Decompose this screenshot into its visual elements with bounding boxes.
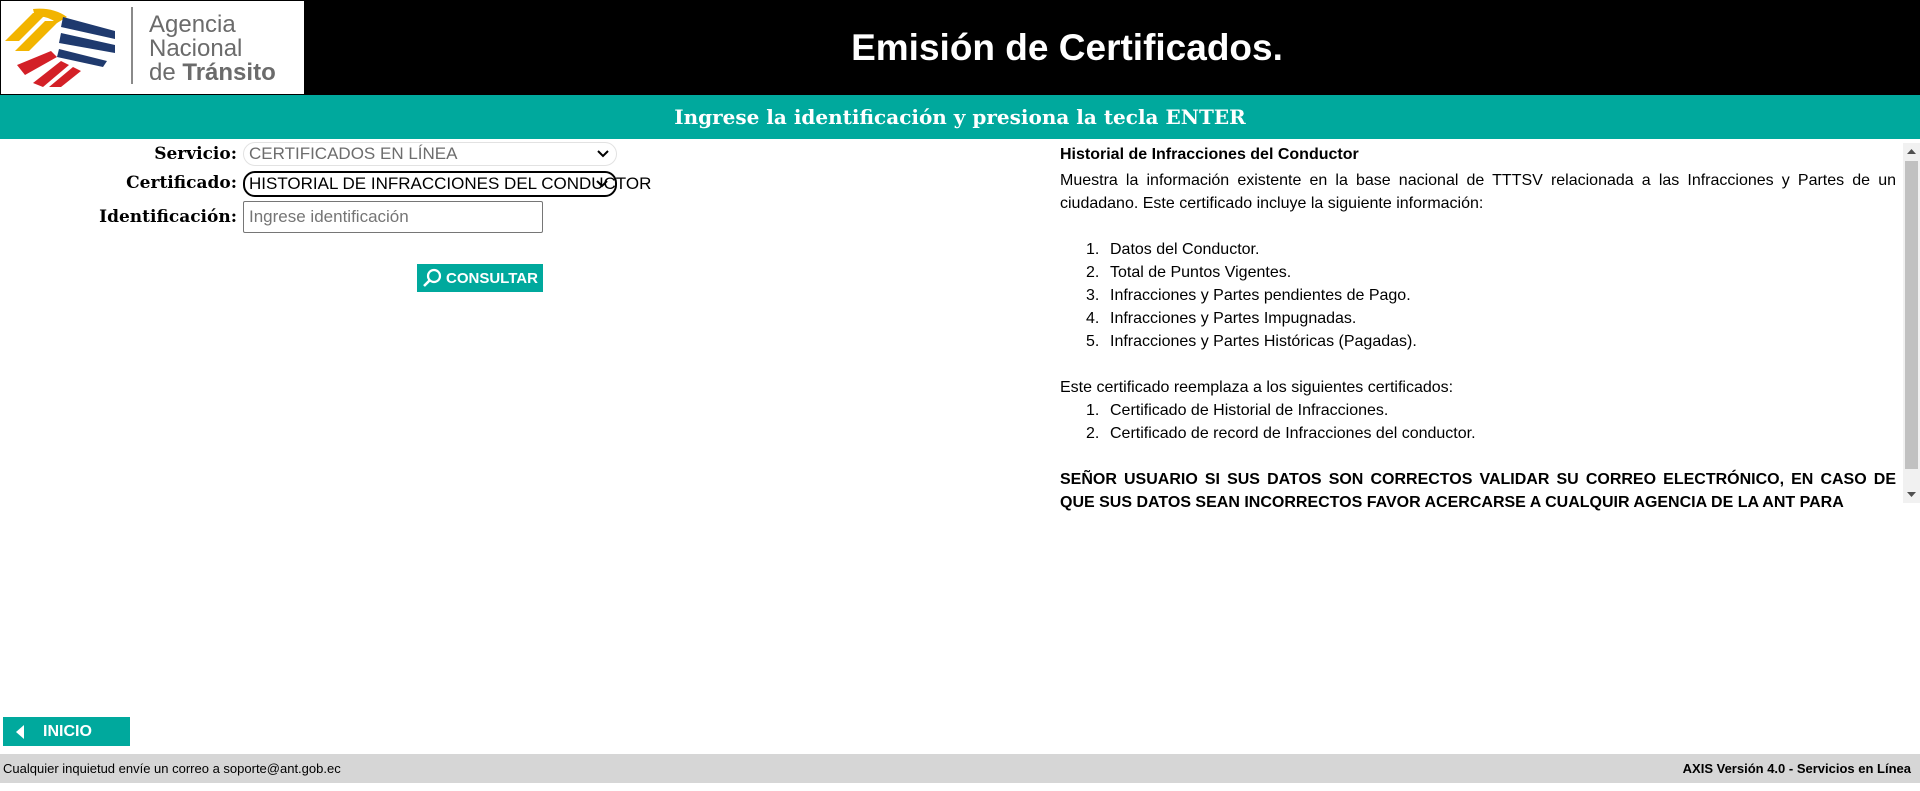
caret-left-icon: [15, 724, 25, 740]
list-item: 5. Infracciones y Partes Históricas (Pagadas).: [1086, 333, 1417, 350]
identificacion-input[interactable]: Ingrese identificación: [243, 201, 543, 233]
certificado-selected-value: HISTORIAL DE INFRACCIONES DEL CONDUCTOR: [249, 174, 652, 193]
footer-version: AXIS Versión 4.0 - Servicios en Línea: [1682, 761, 1911, 776]
identificacion-label: Identificación:: [99, 207, 237, 227]
logo-line-3-bold: Tránsito: [182, 59, 276, 86]
servicio-selected-value: CERTIFICADOS EN LÍNEA: [249, 144, 458, 163]
list-item: 1. Datos del Conductor.: [1086, 241, 1260, 258]
scroll-down-arrow-icon[interactable]: [1903, 486, 1920, 503]
certificado-label: Certificado:: [126, 173, 237, 193]
info-title: Historial de Infracciones del Conductor: [1060, 146, 1359, 163]
inicio-button[interactable]: [3, 717, 130, 746]
logo-line-1: Agencia: [149, 11, 236, 38]
includes-list: [1060, 238, 1896, 353]
list-item: 3. Infracciones y Partes pendientes de Pago.: [1086, 287, 1411, 304]
logo-divider: [131, 7, 133, 84]
logo-line-2: Nacional: [149, 35, 243, 62]
scroll-up-arrow-icon[interactable]: [1903, 143, 1920, 160]
scroll-thumb[interactable]: [1905, 161, 1918, 469]
servicio-select[interactable]: [243, 142, 617, 166]
inicio-label: INICIO: [43, 722, 92, 740]
logo-line-3: [149, 61, 276, 85]
ant-logo-icon: [3, 5, 117, 87]
chevron-down-icon: [596, 147, 610, 161]
replaces-list: [1060, 399, 1896, 445]
servicio-label: Servicio:: [154, 144, 237, 164]
replace-intro: Este certificado reemplaza a los siguientes certificados:: [1060, 379, 1454, 396]
list-item: 2. Total de Puntos Vigentes.: [1086, 264, 1292, 281]
info-description: Muestra la información existente en la base nacional de TTTSV relacionada a las Infracciones y Partes de un ciudadano. Este certificado incluye la siguiente información:: [1060, 172, 1896, 212]
footer-contact: Cualquier inquietud envíe un correo a soporte@ant.gob.ec: [3, 761, 341, 776]
logo-text: [149, 13, 276, 85]
header: [0, 0, 1920, 95]
certificado-select[interactable]: [243, 171, 652, 197]
page-title: Emisión de Certificados.: [851, 26, 1283, 68]
list-item: 4. Infracciones y Partes Impugnadas.: [1086, 310, 1357, 327]
logo[interactable]: [1, 1, 304, 94]
instruction-bar: Ingrese la identificación y presiona la tecla ENTER: [0, 95, 1920, 139]
list-item: 1. Certificado de Historial de Infracciones.: [1086, 402, 1389, 419]
certificate-info-panel[interactable]: [1060, 143, 1920, 511]
search-icon: [422, 268, 442, 288]
consultar-button[interactable]: [417, 264, 543, 292]
chevron-down-icon: [595, 177, 609, 191]
info-content: [1060, 143, 1896, 514]
logo-line-3-prefix: de: [149, 59, 183, 86]
footer: [0, 754, 1920, 783]
consultar-label: CONSULTAR: [446, 269, 538, 287]
info-scrollbar[interactable]: [1903, 143, 1920, 503]
list-item: 2. Certificado de record de Infracciones del conductor.: [1086, 425, 1476, 442]
warning-text: SEÑOR USUARIO SI SUS DATOS SON CORRECTOS VALIDAR SU CORREO ELECTRÓNICO, EN CASO DE QUE SUS DATOS SEAN INCORRECTOS FAVOR ACERCARSE A CUALQUIR AGENCIA DE LA ANT PARA: [1060, 471, 1896, 511]
